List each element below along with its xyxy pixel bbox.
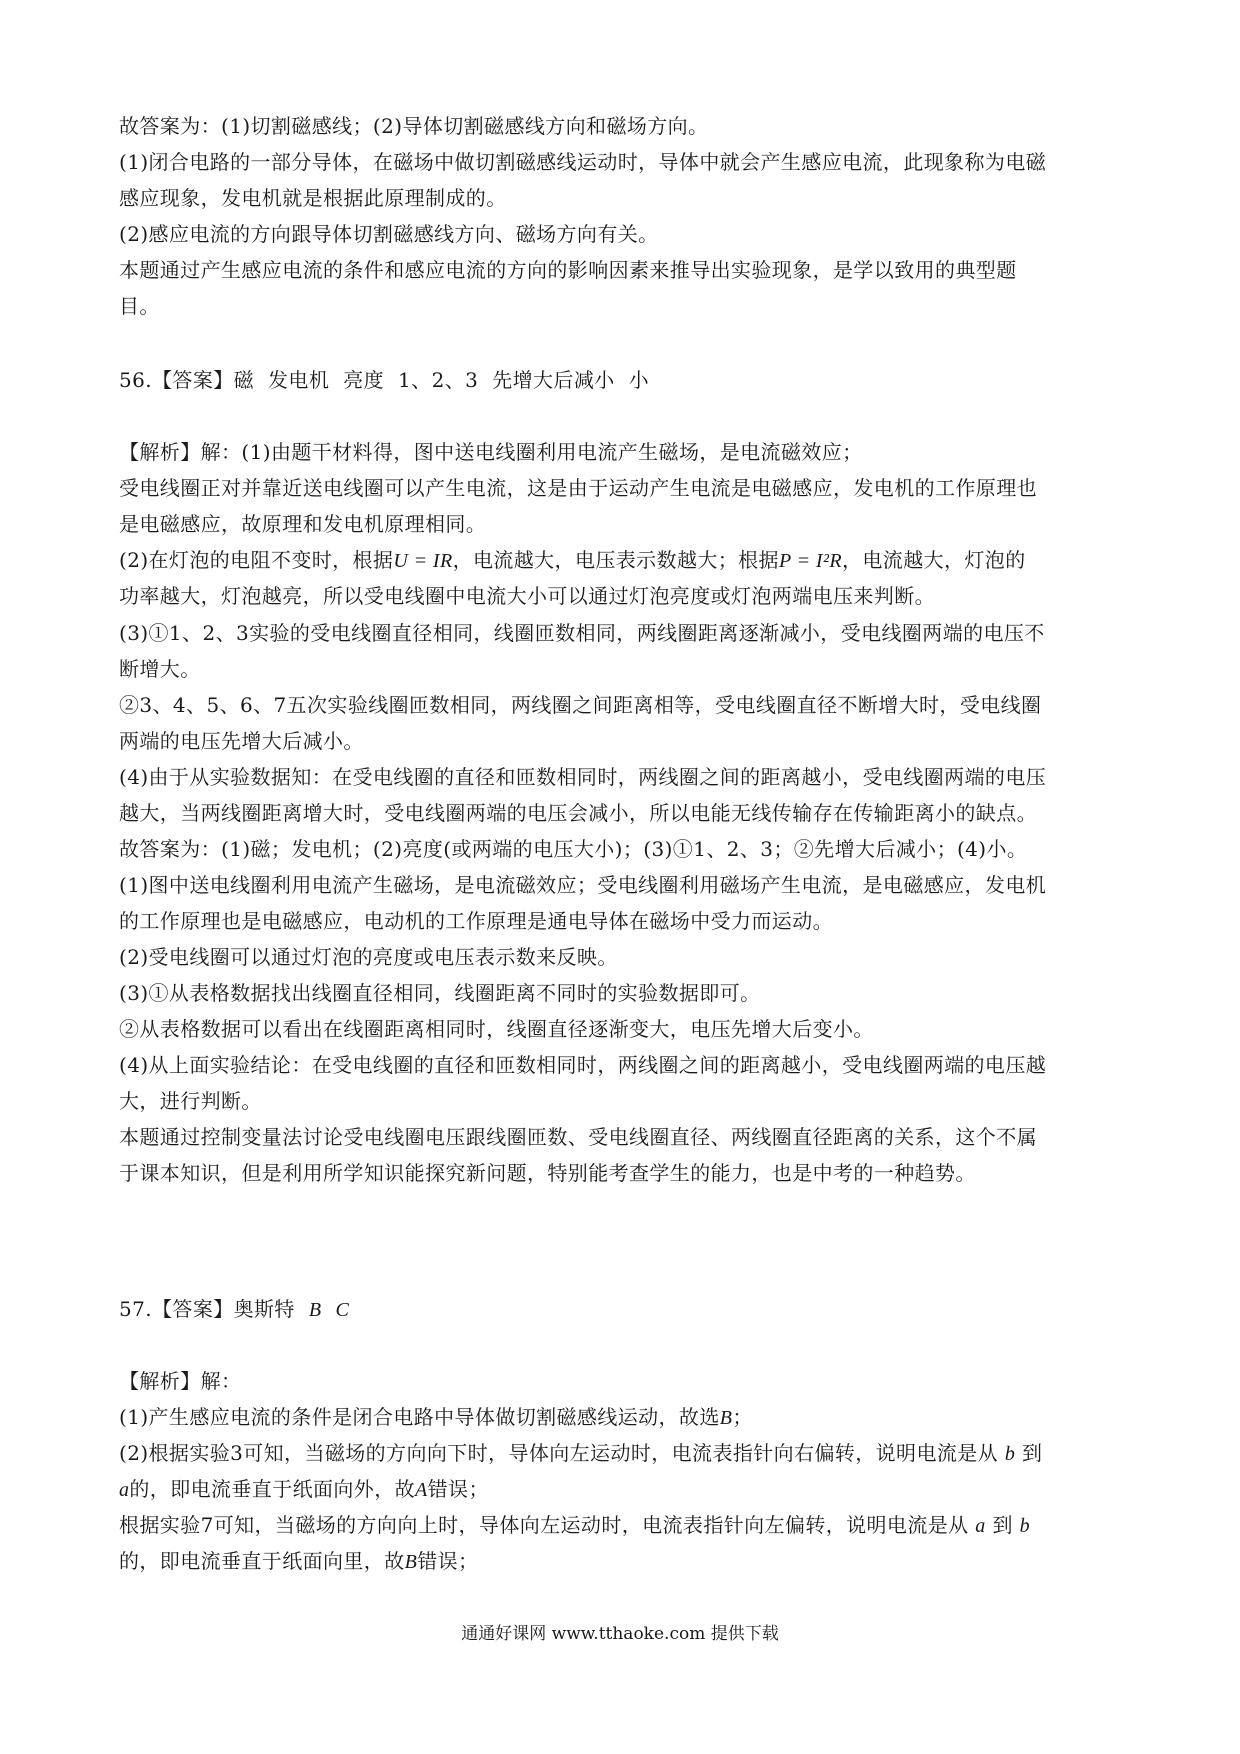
analysis-text: 到 [1022, 1441, 1043, 1465]
analysis-line: (1)图中送电线圈利用电流产生磁场，是电流磁效应；受电线圈利用磁场产生电流，是电磁感应，发电机 [119, 873, 1047, 897]
analysis-text: ，电流越大，电压表示数越大；根据 [452, 548, 779, 572]
answer-item: B [308, 1299, 322, 1321]
question-56-answer-line [119, 366, 1129, 394]
paragraph-line: 本题通过产生感应电流的条件和感应电流的方向的影响因素来推导出实验现象，是学以致用的典型题 [119, 258, 1017, 282]
analysis-text: 解： [200, 1369, 242, 1393]
answer-item: 发电机 [268, 368, 330, 392]
question-number: 57. [119, 1297, 153, 1321]
variable: a [975, 1515, 986, 1537]
analysis-line: ②从表格数据可以看出在线圈距离相同时，线圈直径逐渐变大，电压先增大后变小。 [119, 1017, 874, 1041]
paragraph-line: (2)感应电流的方向跟导体切割磁感线方向、磁场方向有关。 [119, 222, 659, 246]
analysis-tag: 【解析】 [119, 1369, 201, 1393]
analysis-text: ； [732, 1405, 753, 1429]
analysis-line: 大，进行判断。 [119, 1089, 262, 1113]
analysis-line: 故答案为：(1)磁；发电机；(2)亮度(或两端的电压大小)；(3)①1、2、3；②先增大后减小；(4)小。 [119, 837, 1028, 861]
analysis-text: 解：(1)由题干材料得，图中送电线圈利用电流产生磁场，是电流磁效应； [200, 440, 863, 464]
analysis-text: 错误； [417, 1549, 479, 1573]
analysis-line [119, 1475, 1129, 1504]
page-footer: 通通好课网 www.tthaoke.com 提供下载 [461, 1624, 779, 1644]
formula-power: P = I²R [778, 550, 842, 572]
variable: b [1004, 1443, 1016, 1465]
analysis-line: 断增大。 [119, 657, 201, 681]
variable: B [719, 1407, 733, 1429]
paragraph-line: 故答案为：(1)切割磁感线；(2)导体切割磁感线方向和磁场方向。 [119, 114, 709, 138]
question-number: 56. [119, 368, 153, 392]
analysis-line [119, 1511, 1129, 1540]
answer-item: C [335, 1299, 350, 1321]
formula-ohms-law: U = IR [393, 550, 453, 572]
answer-item: 磁 [233, 368, 255, 392]
analysis-line: 是电磁感应，故原理和发电机原理相同。 [119, 512, 487, 536]
analysis-text: 错误； [427, 1477, 489, 1501]
analysis-line: 受电线圈正对并靠近送电线圈可以产生电流，这是由于运动产生电流是电磁感应，发电机的工作原理也 [119, 476, 1037, 500]
answer-tag: 【答案】 [152, 368, 234, 392]
answer-item: 1、2、3 [398, 368, 479, 392]
analysis-line: ②3、4、5、6、7五次实验线圈匝数相同，两线圈之间距离相等，受电线圈直径不断增大时，受电线圈 [119, 693, 1042, 717]
analysis-line [119, 1547, 1129, 1576]
analysis-text: 到 [992, 1513, 1013, 1537]
variable: a [119, 1479, 130, 1501]
analysis-text: (2)在灯泡的电阻不变时，根据 [119, 548, 394, 572]
analysis-text: 的，即电流垂直于纸面向外，故 [129, 1477, 416, 1501]
paragraph-line: 目。 [119, 294, 160, 318]
analysis-line: 两端的电压先增大后减小。 [119, 729, 364, 753]
analysis-text: 的，即电流垂直于纸面向里，故 [119, 1549, 405, 1573]
analysis-text: (1)产生感应电流的条件是闭合电路中导体做切割磁感线运动，故选 [119, 1405, 720, 1429]
answer-item: 亮度 [343, 368, 385, 392]
answer-item: 奥斯特 [233, 1297, 295, 1321]
analysis-line: (4)由于从实验数据知：在受电线圈的直径和匝数相同时，两线圈之间的距离越小，受电线圈两端的电压 [119, 765, 1047, 789]
variable: B [404, 1551, 418, 1573]
analysis-line: 越大，当两线圈距离增大时，受电线圈两端的电压会减小，所以电能无线传输存在传输距离小的缺点。 [119, 801, 1037, 825]
analysis-line: 于课本知识，但是利用所学知识能探究新问题，特别能考查学生的能力，也是中考的一种趋势。 [119, 1161, 976, 1185]
analysis-line [119, 1439, 1129, 1468]
analysis-line [119, 1403, 1129, 1432]
analysis-line [119, 546, 1129, 575]
analysis-text: 根据实验7可知，当磁场的方向向上时，导体向左运动时，电流表指针向左偏转，说明电流是从 [119, 1513, 969, 1537]
analysis-tag: 【解析】 [119, 440, 201, 464]
analysis-text: (2)根据实验3可知，当磁场的方向向下时，导体向左运动时，电流表指针向右偏转，说明电流是从 [119, 1441, 999, 1465]
paragraph-line: 感应现象，发电机就是根据此原理制成的。 [119, 186, 507, 210]
answer-item: 小 [628, 368, 650, 392]
analysis-line [119, 1367, 1129, 1395]
answer-tag: 【答案】 [152, 1297, 234, 1321]
answer-item: 先增大后减小 [492, 368, 615, 392]
analysis-line: 的工作原理也是电磁感应，电动机的工作原理是通电导体在磁场中受力而运动。 [119, 909, 833, 933]
analysis-line: 本题通过控制变量法讨论受电线圈电压跟线圈匝数、受电线圈直径、两线圈直径距离的关系，这个不属 [119, 1125, 1037, 1149]
paragraph-line: (1)闭合电路的一部分导体，在磁场中做切割磁感线运动时，导体中就会产生感应电流，此现象称为电磁 [119, 150, 1047, 174]
analysis-line: (3)①1、2、3实验的受电线圈直径相同，线圈匝数相同，两线圈距离逐渐减小，受电线圈两端的电压不 [119, 621, 1045, 645]
analysis-text: ，电流越大，灯泡的 [842, 548, 1026, 572]
question-57-answer-line [119, 1295, 1129, 1324]
variable: A [415, 1479, 428, 1501]
analysis-line [119, 438, 1129, 466]
analysis-line: 功率越大，灯泡越亮，所以受电线圈中电流大小可以通过灯泡亮度或灯泡两端电压来判断。 [119, 584, 935, 608]
analysis-line: (4)从上面实验结论：在受电线圈的直径和匝数相同时，两线圈之间的距离越小，受电线圈两端的电压越 [119, 1053, 1047, 1077]
variable: b [1019, 1515, 1031, 1537]
analysis-line: (3)①从表格数据找出线圈直径相同，线圈距离不同时的实验数据即可。 [119, 981, 761, 1005]
analysis-line: (2)受电线圈可以通过灯泡的亮度或电压表示数来反映。 [119, 945, 618, 969]
